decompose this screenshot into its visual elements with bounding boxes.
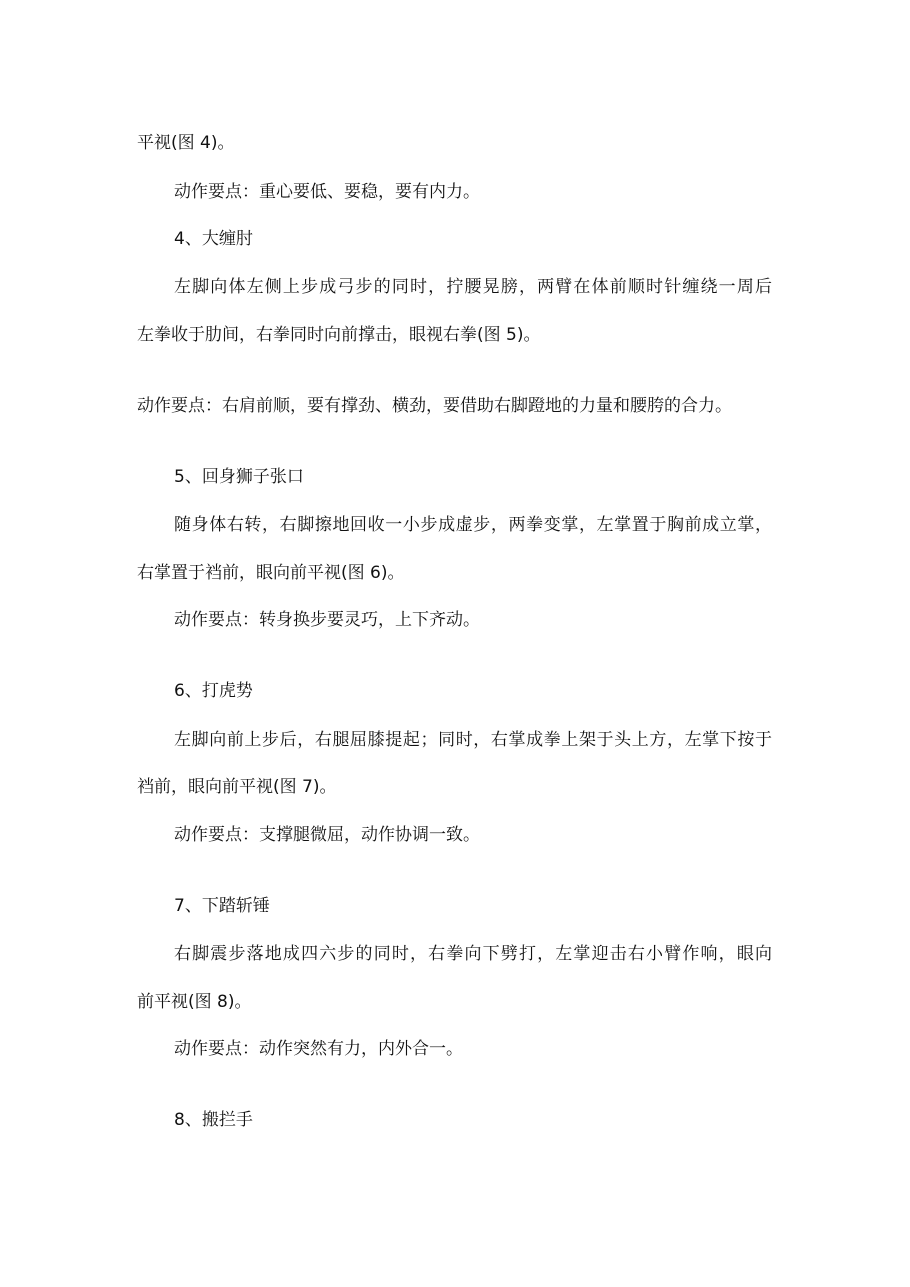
paragraph-continuation: 平视(图 4)。 bbox=[137, 133, 235, 153]
section-heading: 6、打虎势 bbox=[174, 681, 253, 701]
key-points-paragraph: 动作要点：转身换步要灵巧，上下齐动。 bbox=[174, 610, 480, 630]
body-paragraph-line: 裆前，眼向前平视(图 7)。 bbox=[137, 777, 337, 797]
body-paragraph-line: 右掌置于裆前，眼向前平视(图 6)。 bbox=[137, 563, 405, 583]
key-points-paragraph: 动作要点：支撑腿微屈，动作协调一致。 bbox=[174, 825, 480, 845]
key-points-paragraph: 动作要点：重心要低、要稳，要有内力。 bbox=[174, 182, 480, 202]
key-points-paragraph: 动作要点：右肩前顺，要有撑劲、横劲，要借助右脚蹬地的力量和腰胯的合力。 bbox=[137, 396, 732, 416]
body-paragraph-line: 左脚向体左侧上步成弓步的同时，拧腰晃膀，两臂在体前顺时针缠绕一周后 bbox=[174, 277, 772, 297]
body-paragraph-line: 前平视(图 8)。 bbox=[137, 992, 252, 1012]
body-paragraph-line: 随身体右转，右脚擦地回收一小步成虚步，两拳变掌，左掌置于胸前成立掌， bbox=[174, 515, 772, 535]
body-paragraph-line: 右脚震步落地成四六步的同时，右拳向下劈打，左掌迎击右小臂作响，眼向 bbox=[174, 944, 772, 964]
key-points-paragraph: 动作要点：动作突然有力，内外合一。 bbox=[174, 1039, 463, 1059]
section-heading: 4、大缠肘 bbox=[174, 229, 253, 249]
section-heading: 5、回身狮子张口 bbox=[174, 467, 304, 487]
section-heading: 8、搬拦手 bbox=[174, 1110, 253, 1130]
body-paragraph-line: 左拳收于肋间，右拳同时向前撑击，眼视右拳(图 5)。 bbox=[137, 325, 541, 345]
body-paragraph-line: 左脚向前上步后，右腿屈膝提起；同时，右掌成拳上架于头上方，左掌下按于 bbox=[174, 730, 772, 750]
section-heading: 7、下踏斩锤 bbox=[174, 896, 270, 916]
